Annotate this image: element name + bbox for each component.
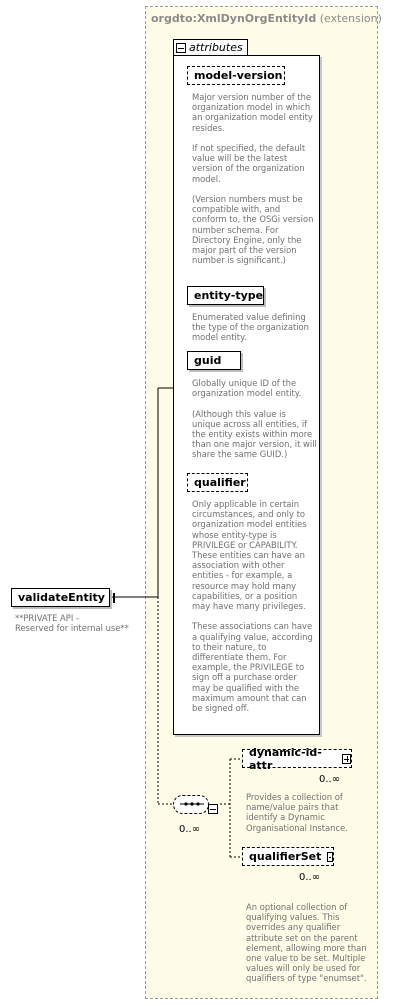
collapse-icon[interactable]	[208, 804, 218, 814]
sequence-occurrence: 0..∞	[179, 824, 201, 835]
child-element-qualifier-set[interactable]	[242, 847, 334, 866]
collapse-icon[interactable]	[113, 593, 115, 603]
attribute-entity-type[interactable]	[187, 286, 264, 305]
child-element-name: dynamic-id-attr	[249, 745, 322, 772]
root-element-doc: **PRIVATE API - Reserved for internal use**	[15, 613, 129, 634]
attribute-qualifier[interactable]	[187, 473, 248, 492]
extension-type-name: orgdto:XmlDynOrgEntityId	[151, 12, 317, 25]
attribute-model-version[interactable]	[187, 66, 285, 85]
attribute-model-version-doc: Major version number of the organization model in which an organization model entity resides. If not specified, the default value will be the latest version of the organization model. (Version numbers must be compatible with, and conform to, the OSGi version number schema. For Directory Engine, only the major part of the version number is significant.)	[192, 92, 314, 266]
attribute-guid[interactable]	[187, 351, 241, 370]
attributes-group-label: attributes	[189, 41, 243, 54]
root-element-name: validateEntity	[18, 591, 105, 604]
child-occurrence: 0..∞	[319, 774, 341, 785]
extension-kind: (extension)	[319, 12, 382, 25]
root-element-validate-entity[interactable]	[11, 588, 110, 607]
attribute-name: qualifier	[194, 476, 246, 489]
attribute-name: guid	[194, 354, 222, 367]
child-qualifier-set-doc: An optional collection of qualifying values. This overrides any qualifier attribute set on the parent element, allowing more than one value to be set. Multiple values will only be used for qualifiers of type "enumset".	[246, 902, 367, 984]
child-element-dynamic-id-attr[interactable]	[242, 745, 352, 772]
attribute-guid-doc: Globally unique ID of the organization model entity. (Although this value is unique across all entities, if the entity exists within more than one major version, it will share the same GUID.)	[192, 378, 317, 460]
sequence-icon	[180, 800, 204, 808]
attribute-name: entity-type	[194, 289, 264, 302]
collapse-icon[interactable]	[176, 43, 186, 53]
expand-icon[interactable]	[327, 852, 333, 862]
child-occurrence: 0..∞	[299, 872, 321, 883]
attribute-name: model-version	[194, 69, 283, 82]
attribute-qualifier-doc: Only applicable in certain circumstances, and only to organization model entities whose entity-type is PRIVILEGE or CAPABILITY. These entities can have an association with other entities - for example, a resource may hold many capabilities, or a position may have many privileges. These associations can have a qualifying value, according to their nature, to differentiate them. For example, the PRIVILEGE to sign off a purchase order may be qualified with the maximum amount that can be signed off.	[192, 499, 313, 714]
attributes-group-tab[interactable]	[173, 39, 248, 55]
attribute-entity-type-doc: Enumerated value defining the type of the organization model entity.	[192, 312, 309, 343]
child-element-name: qualifierSet	[249, 850, 322, 863]
child-dynamic-id-attr-doc: Provides a collection of name/value pairs that identify a Dynamic Organisational Instance.	[246, 792, 348, 833]
expand-icon[interactable]	[342, 754, 351, 764]
